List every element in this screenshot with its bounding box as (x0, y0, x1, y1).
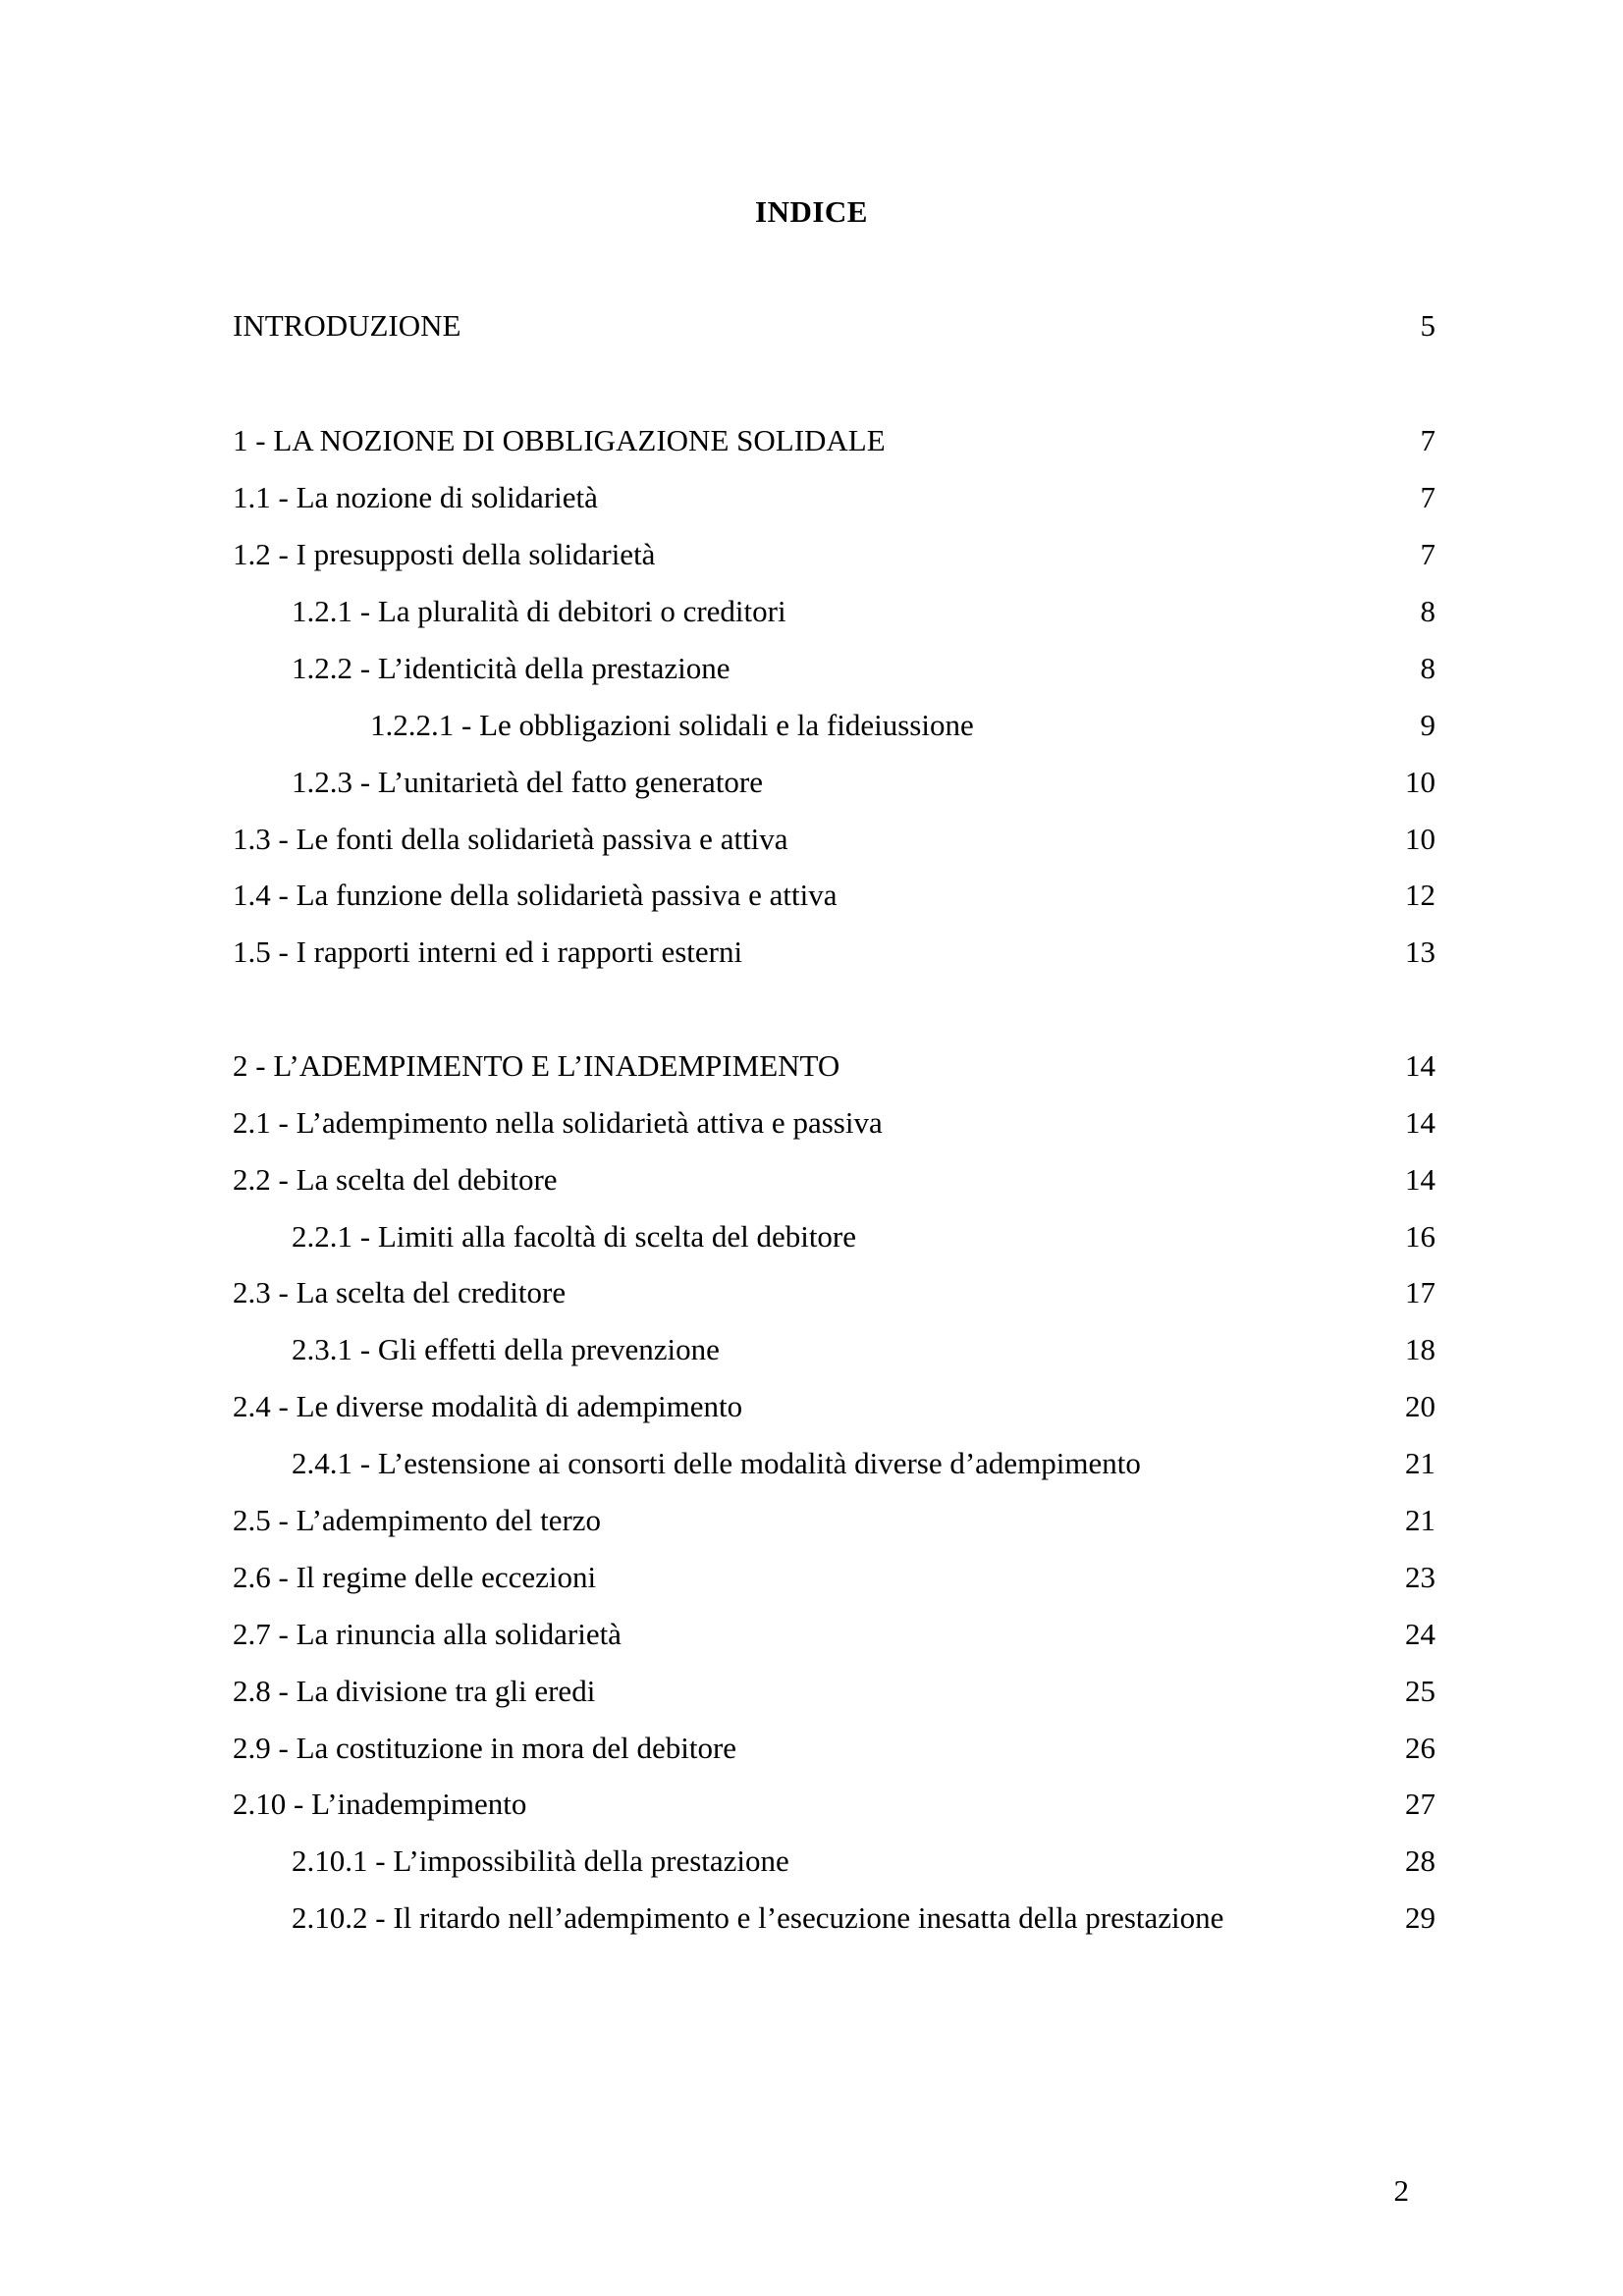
toc-entry-text: 2.10.1 - L’impossibilità della prestazione (292, 1843, 789, 1878)
page-title: INDICE (755, 194, 868, 229)
toc-entry-page: 20 (1405, 1389, 1435, 1423)
toc-entry-page: 9 (1420, 708, 1435, 742)
toc-entry-page: 16 (1405, 1219, 1435, 1254)
toc-entry[interactable] (233, 1158, 1435, 1201)
toc-entry-text: 1.3 - Le fonti della solidarietà passiva e attiva (233, 822, 788, 856)
toc-entry-page: 21 (1405, 1446, 1435, 1480)
toc-entry-page: 10 (1405, 765, 1435, 799)
toc-entry-text: 2.2.1 - Limiti alla facoltà di scelta del debitore (292, 1219, 857, 1254)
toc-entry-page: 13 (1405, 934, 1435, 969)
toc-entry-text: 2.9 - La costituzione in mora del debitore (233, 1731, 737, 1765)
toc-entry-page: 18 (1405, 1332, 1435, 1366)
toc-entry[interactable] (233, 1101, 1435, 1145)
toc-entry-text: 2.3 - La scelta del creditore (233, 1275, 567, 1309)
toc-entry-page: 21 (1405, 1503, 1435, 1537)
toc-entry-text: 2 - L’ADEMPIMENTO E L’INADEMPIMENTO (233, 1048, 840, 1083)
toc-entry-text: 2.3.1 - Gli effetti della prevenzione (292, 1332, 720, 1366)
toc-entry-text: 1.2.2 - L’identicità della prestazione (292, 651, 730, 685)
toc-entry-page: 14 (1405, 1105, 1435, 1140)
toc-entry[interactable] (233, 1783, 1435, 1826)
toc-entry-page: 5 (1420, 308, 1435, 343)
toc-entry[interactable] (233, 1499, 1435, 1542)
toc-entry-page: 28 (1405, 1843, 1435, 1878)
toc-entry[interactable] (233, 931, 1435, 974)
toc-entry-text: 1.4 - La funzione della solidarietà passiva e attiva (233, 878, 838, 912)
toc-entry[interactable] (233, 818, 1435, 861)
toc-entry[interactable] (233, 1896, 1435, 1940)
toc-entry-text: 2.10.2 - Il ritardo nell’adempimento e l’esecuzione inesatta della prestazione (292, 1900, 1224, 1935)
toc-entry[interactable] (233, 1556, 1435, 1599)
toc-entry-text: 2.4 - Le diverse modalità di adempimento (233, 1389, 743, 1423)
toc-entry-page: 10 (1405, 822, 1435, 856)
toc-entry[interactable] (233, 1670, 1435, 1713)
toc-entry-text: 2.5 - L’adempimento del terzo (233, 1503, 602, 1537)
toc-entry[interactable] (233, 704, 1435, 747)
toc-entry[interactable] (233, 419, 1435, 462)
toc-entry-text: 1.2 - I presupposti della solidarietà (233, 537, 656, 571)
page-number: 2 (1393, 2173, 1409, 2208)
toc-entry-text: 1.5 - I rapporti interni ed i rapporti esterni (233, 934, 743, 969)
toc-entry[interactable] (233, 761, 1435, 804)
toc-entry-page: 26 (1405, 1731, 1435, 1765)
toc-entry-page: 17 (1405, 1275, 1435, 1309)
toc-entry-text: 1.2.3 - L’unitarietà del fatto generatore (292, 765, 764, 799)
toc-entry[interactable] (233, 1385, 1435, 1428)
toc-entry-text: 1.1 - La nozione di solidarietà (233, 480, 598, 514)
toc-entry-page: 7 (1420, 537, 1435, 571)
toc-entry-text: 2.10 - L’inadempimento (233, 1787, 527, 1821)
toc-entry[interactable] (233, 1328, 1435, 1371)
toc-entry[interactable] (233, 1044, 1435, 1088)
toc-entry-page: 14 (1405, 1048, 1435, 1083)
toc-entry-text: 2.8 - La divisione tra gli eredi (233, 1674, 596, 1708)
toc-entry[interactable] (233, 1727, 1435, 1770)
toc-entry-page: 14 (1405, 1162, 1435, 1197)
toc-entry-text: 1.2.2.1 - Le obbligazioni solidali e la fideiussione (370, 708, 974, 742)
toc-entry[interactable] (233, 533, 1435, 576)
toc-entry-page: 25 (1405, 1674, 1435, 1708)
toc-entry-page: 24 (1405, 1617, 1435, 1651)
toc-entry-page: 8 (1420, 651, 1435, 685)
toc-entry-page: 27 (1405, 1787, 1435, 1821)
toc-entry-page: 12 (1405, 878, 1435, 912)
toc-entry[interactable] (233, 590, 1435, 633)
toc-entry-text: 2.7 - La rinuncia alla solidarietà (233, 1617, 622, 1651)
toc-entry-text: 2.2 - La scelta del debitore (233, 1162, 558, 1197)
toc-entry[interactable] (233, 1215, 1435, 1258)
toc-entry[interactable] (233, 1442, 1435, 1485)
toc-entry[interactable] (233, 874, 1435, 917)
toc-entry[interactable] (233, 476, 1435, 519)
toc-entry-text: 2.6 - Il regime delle eccezioni (233, 1560, 597, 1594)
toc-entry-text: 2.4.1 - L’estensione ai consorti delle modalità diverse d’adempimento (292, 1446, 1141, 1480)
toc-entry[interactable] (233, 1271, 1435, 1314)
toc-entry-text: INTRODUZIONE (233, 308, 461, 343)
toc-entry-text: 1 - LA NOZIONE DI OBBLIGAZIONE SOLIDALE (233, 423, 886, 457)
toc-entry-page: 7 (1420, 480, 1435, 514)
toc-entry[interactable] (233, 1840, 1435, 1883)
toc-entry[interactable] (233, 1613, 1435, 1656)
toc-entry-page: 7 (1420, 423, 1435, 457)
toc-entry-text: 2.1 - L’adempimento nella solidarietà attiva e passiva (233, 1105, 883, 1140)
toc-entry-page: 23 (1405, 1560, 1435, 1594)
toc-entry-page: 8 (1420, 594, 1435, 628)
toc-entry-page: 29 (1405, 1900, 1435, 1935)
toc-entry[interactable] (233, 647, 1435, 690)
toc-entry[interactable] (233, 304, 1435, 347)
toc-entry-text: 1.2.1 - La pluralità di debitori o creditori (292, 594, 786, 628)
